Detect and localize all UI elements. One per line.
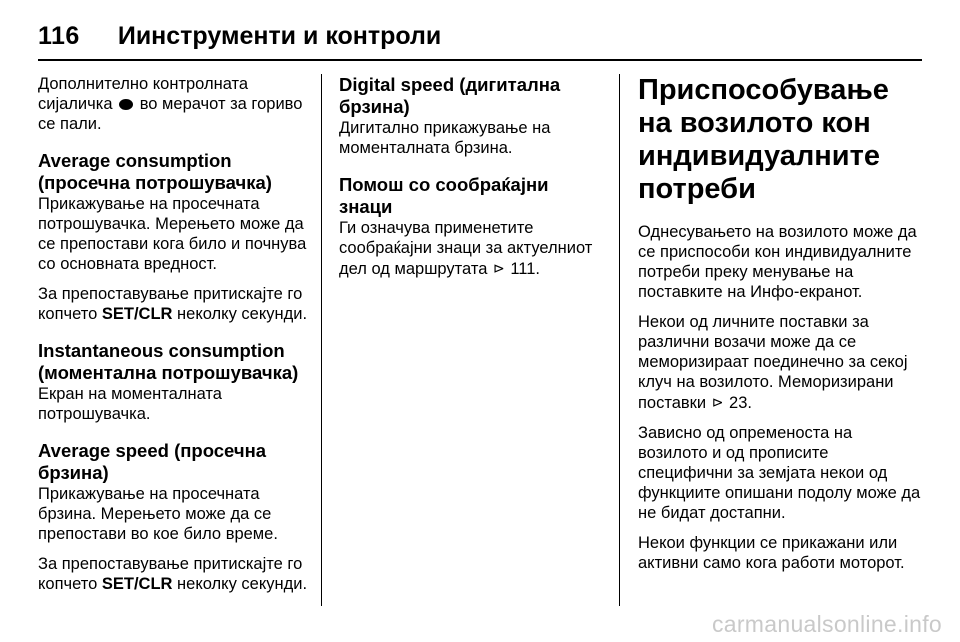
paragraph-reset-consumption: За препоставување притискајте го копчето SET/CLR неколку секунди. [38, 285, 308, 323]
set-clr-label: SET/CLR [101, 575, 173, 593]
page-reference[interactable]: 111. [510, 260, 540, 278]
paragraph-customization-2: Некои од личните поставки за различни возачи може да се меморизираат поединечно за секој клуч на возилото. Меморизирани поставки ⊳ 23. [638, 313, 908, 412]
heading-instantaneous-consumption: Instantaneous consumption (моментална потрошувачка) [38, 340, 299, 383]
column-divider-1 [321, 74, 322, 606]
heading-average-consumption: Average consumption (просечна потрошувачка) [38, 150, 272, 193]
heading-digital-speed: Digital speed (дигитална брзина) [339, 74, 561, 117]
watermark: carmanualsonline.info [711, 611, 942, 637]
paragraph-instantaneous-consumption: Екран на моменталната потрошувачка. [38, 385, 222, 423]
intro-paragraph: Дополнително контролната сијаличка во мерачот за гориво се пали. [38, 75, 303, 133]
column-1 [38, 74, 310, 604]
fuel-warning-dot-icon [119, 99, 133, 110]
page-reference-icon: ⊳ [493, 260, 505, 276]
page-title: Иинструменти и контроли [117, 21, 442, 50]
page-header [38, 14, 922, 58]
paragraph-reset-speed: За препоставување притискајте го копчето SET/CLR неколку секунди. [38, 555, 308, 593]
column-divider-2 [619, 74, 620, 606]
paragraph-customization-1: Однесувањето на возилото може да се приспособи кон индивидуалните потреби преку менување на поставките на Инфо-екранот. [638, 223, 917, 301]
paragraph-average-consumption: Прикажување на просечната потрошувачка. Мерењето може да се препостави кога било и почнува со основната вредност. [38, 195, 307, 273]
set-clr-label: SET/CLR [101, 305, 173, 323]
paragraph-customization-3: Зависно од опременоста на возилото и од прописите специфични за земјата некои од функциите опишани подолу може да не бидат достапни. [638, 424, 921, 522]
page-reference-icon: ⊳ [711, 394, 724, 410]
page-number: 116 [38, 21, 80, 50]
header-rule [38, 59, 922, 61]
column-3 [638, 74, 922, 583]
column-2 [339, 74, 607, 289]
heading-traffic-signs: Помош со сообраќајни знаци [339, 174, 549, 217]
paragraph-average-speed: Прикажување на просечната брзина. Мерењето може да се препостави во кое било време. [38, 485, 278, 543]
paragraph-digital-speed: Дигитално прикажување на моменталната брзина. [339, 119, 551, 157]
section-heading-customization: Приспособување на возилото кон индивидуалните потреби [638, 74, 889, 205]
heading-average-speed: Average speed (просечна брзина) [38, 440, 267, 483]
paragraph-customization-4: Некои функции се прикажани или активни само кога работи моторот. [638, 534, 905, 572]
paragraph-traffic-signs: Ги означува применетите сообраќајни знаци за актуелниот дел од маршрутата ⊳ 111. [339, 219, 593, 278]
page-reference[interactable]: 23. [729, 394, 752, 412]
